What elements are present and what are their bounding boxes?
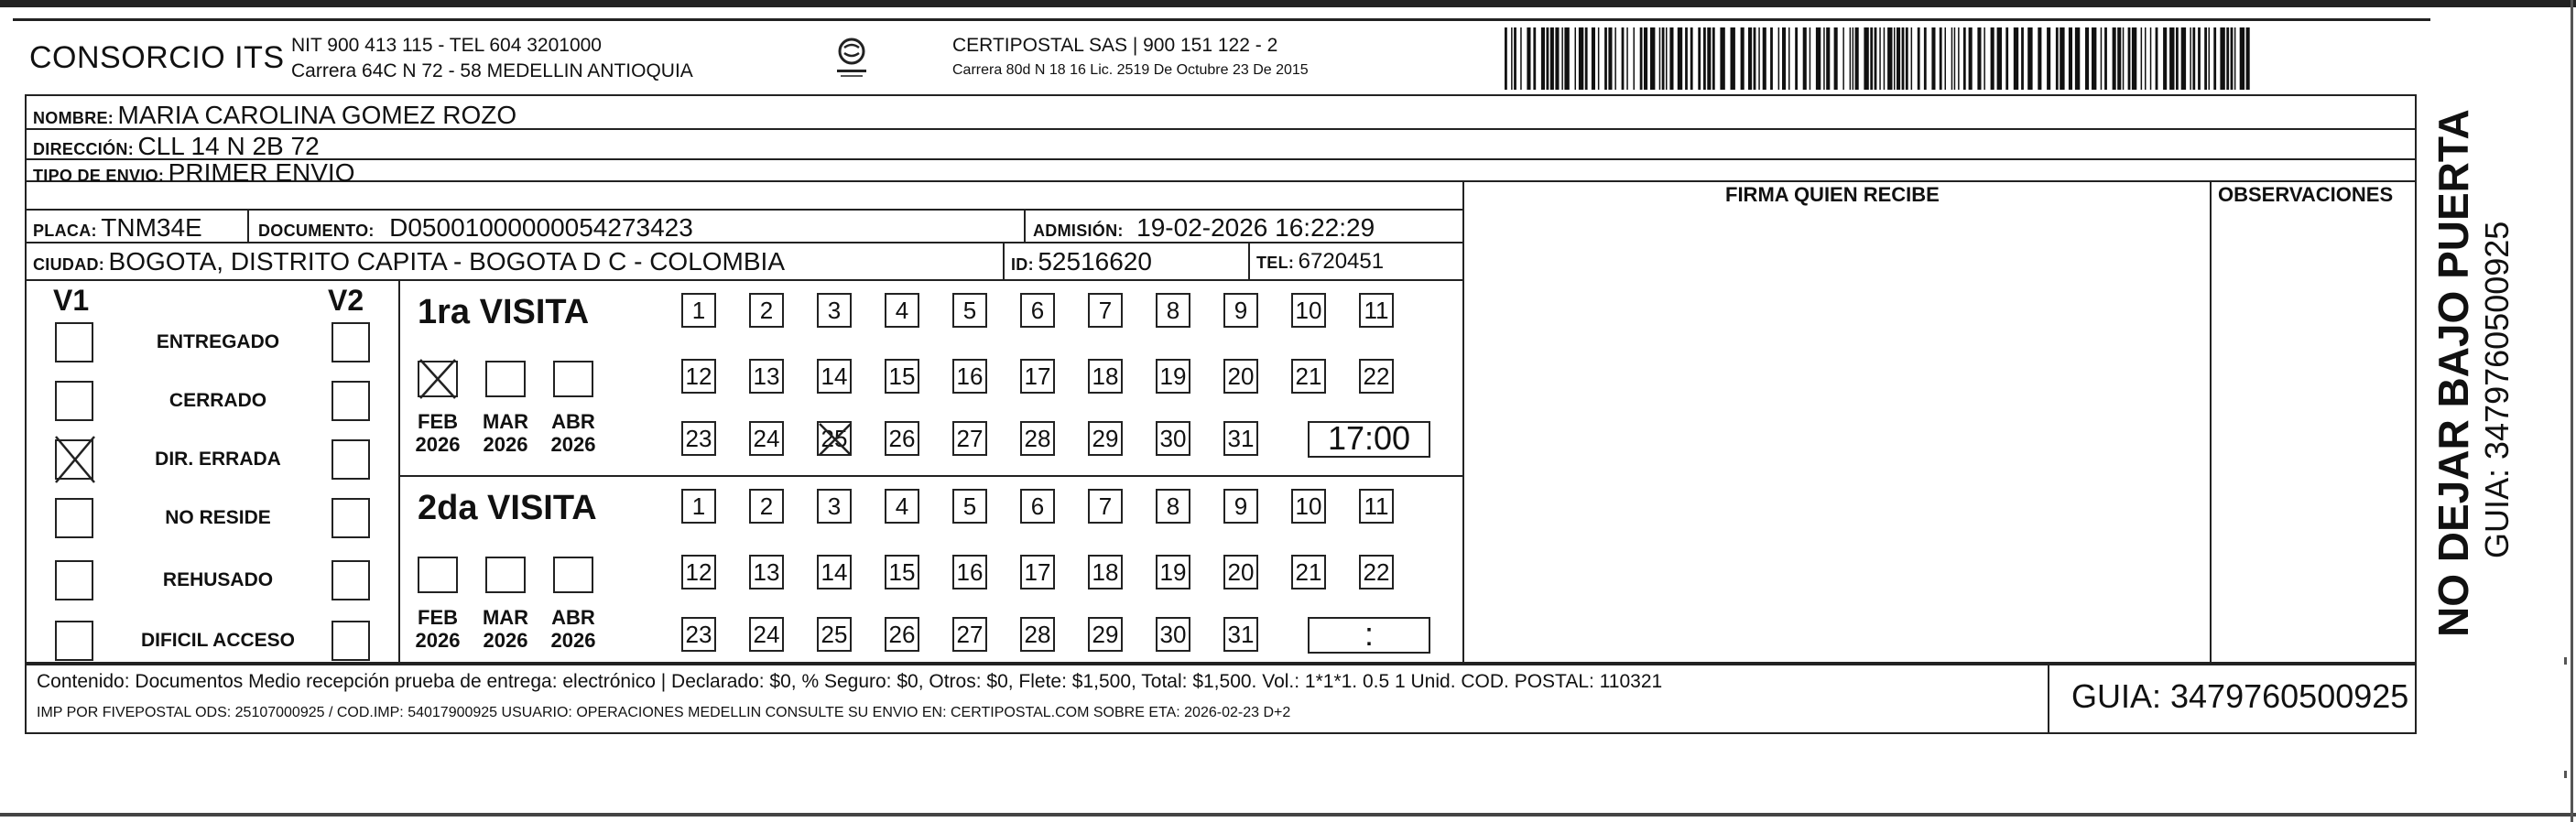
admision-value: 19-02-2026 16:22:29 (1136, 213, 1375, 242)
day-box[interactable]: 30 (1156, 421, 1190, 456)
day-box[interactable]: 12 (681, 555, 716, 589)
barcode-bar (2027, 27, 2032, 90)
footer-left-rule (25, 664, 27, 732)
barcode-bar (1770, 27, 1773, 90)
day-box[interactable]: 21 (1291, 555, 1326, 589)
barcode-bar (1527, 27, 1530, 90)
barcode-bar (1644, 27, 1647, 90)
day-box[interactable]: 7 (1088, 489, 1123, 524)
day-box[interactable]: 24 (749, 421, 784, 456)
day-box[interactable]: 17 (1020, 555, 1055, 589)
barcode-bar (1902, 27, 1905, 90)
barcode-bar (1951, 27, 1953, 90)
nombre-value: MARIA CAROLINA GOMEZ ROZO (117, 101, 517, 129)
sender-info (291, 33, 693, 84)
barcode-bar (1533, 27, 1536, 90)
v1-checkbox[interactable] (55, 560, 93, 600)
barcode-bar (2060, 27, 2064, 90)
status-reason-label: ENTREGADO (156, 331, 280, 352)
day-box[interactable]: 31 (1223, 617, 1258, 652)
day-box[interactable]: 22 (1359, 555, 1394, 589)
row-rule (25, 279, 1462, 281)
day-box[interactable]: 25 (817, 617, 852, 652)
barcode-bar (1511, 27, 1513, 90)
barcode-bar (1626, 27, 1628, 90)
day-box[interactable]: 29 (1088, 617, 1123, 652)
footer-right-rule (2415, 664, 2417, 732)
barcode-bar (2163, 27, 2167, 90)
day-box[interactable]: 23 (681, 617, 716, 652)
month-name: FEB (418, 410, 458, 433)
barcode-bar (1604, 27, 1607, 90)
observaciones-header: OBSERVACIONES (2218, 183, 2394, 206)
tipo-envio-value: PRIMER ENVIO (168, 158, 355, 187)
barcode-bar (2075, 27, 2080, 90)
barcode-bar (1634, 27, 1636, 90)
barcode-bar (1810, 27, 1811, 90)
day-box[interactable]: 18 (1088, 555, 1123, 589)
day-box[interactable]: 6 (1020, 489, 1055, 524)
courier-line2: Carrera 80d N 18 16 Lic. 2519 De Octubre 23 De 2015 (952, 62, 1309, 78)
barcode-bar (1816, 27, 1821, 90)
barcode-bar (2156, 27, 2158, 90)
status-reason-label: DIR. ERRADA (155, 449, 281, 470)
footer-guia: GUIA: 3479760500925 (2071, 677, 2409, 715)
barcode-bar (1853, 27, 1854, 90)
barcode-bar (2141, 27, 2143, 90)
status-reason-label: NO RESIDE (165, 507, 271, 528)
month-label (410, 410, 465, 456)
month-name: ABR (551, 410, 595, 433)
day-box[interactable]: 31 (1223, 421, 1258, 456)
barcode-bar (1712, 27, 1715, 90)
sender-line2: Carrera 64C N 72 - 58 MEDELLIN ANTIOQUIA (291, 60, 693, 81)
day-box[interactable]: 30 (1156, 617, 1190, 652)
barcode-bar (1707, 27, 1711, 90)
barcode-bar (1803, 27, 1807, 90)
barcode-bar (1931, 27, 1935, 90)
barcode-bar (1608, 27, 1612, 90)
month-label (410, 606, 465, 652)
barcode-bar (1666, 27, 1668, 90)
day-box[interactable]: 18 (1088, 359, 1123, 394)
barcode-bar (2145, 27, 2147, 90)
placa-field: PLACA: TNM34E (33, 213, 202, 242)
barcode-bar (2209, 27, 2211, 90)
barcode-bar (1984, 27, 1985, 90)
barcode-bar (2198, 27, 2201, 90)
firma-header: FIRMA QUIEN RECIBE (1725, 183, 1940, 206)
barcode-bar (2123, 27, 2125, 90)
row-rule (25, 180, 2417, 182)
barcode-bar (2226, 27, 2229, 90)
day-box[interactable]: 16 (952, 555, 987, 589)
barcode-bar (1598, 27, 1600, 90)
day-box[interactable]: 1 (681, 293, 716, 328)
month-label (478, 606, 533, 652)
barcode-bar (1963, 27, 1966, 90)
v2-checkbox[interactable] (332, 439, 370, 480)
barcode-bar (1585, 27, 1588, 90)
day-box[interactable]: 21 (1291, 359, 1326, 394)
barcode-bar (1834, 27, 1838, 90)
barcode-bar (1575, 27, 1577, 90)
visit-title: 2da VISITA (418, 489, 597, 527)
v2-checkbox[interactable] (332, 560, 370, 600)
barcode-bar (1875, 27, 1877, 90)
day-box[interactable]: 26 (885, 617, 919, 652)
day-box[interactable]: 23 (681, 421, 716, 456)
barcode-bar (2014, 27, 2018, 90)
day-box[interactable]: 13 (749, 359, 784, 394)
barcode-bar (2240, 27, 2244, 90)
ciudad-value: BOGOTA, DISTRITO CAPITA - BOGOTA D C - COLOMBIA (108, 247, 786, 276)
footer-impresion: IMP POR FIVEPOSTAL ODS: 25107000925 / COD.IMP: 54017900925 USUARIO: OPERACIONES MEDELLIN CONSULTE SU ENVIO EN: CERTIPOSTAL.COM SOBRE ETA: 2026-02-23 D+2 (37, 705, 1291, 720)
barcode-bar (1754, 27, 1756, 90)
barcode-bar (2231, 27, 2234, 90)
month-checkbox[interactable] (485, 557, 526, 593)
day-box[interactable]: 13 (749, 555, 784, 589)
month-year: 2026 (550, 433, 596, 456)
v2-checkbox[interactable] (332, 498, 370, 538)
barcode-bar (1778, 27, 1780, 90)
barcode-bar (1678, 27, 1682, 90)
v2-checkbox[interactable] (332, 322, 370, 362)
barcode-bar (1505, 27, 1507, 90)
barcode-bar (1850, 27, 1852, 90)
barcode-bar (2104, 27, 2107, 90)
barcode-bar (2234, 27, 2236, 90)
row-rule (25, 158, 2417, 160)
observaciones-column-rule (2210, 180, 2212, 664)
barcode-bar (2220, 27, 2224, 90)
month-checkbox[interactable] (418, 557, 458, 593)
barcode-bar (1685, 27, 1688, 90)
barcode-bar (2132, 27, 2136, 90)
barcode-bar (1918, 27, 1920, 90)
month-name: MAR (482, 410, 529, 433)
day-box[interactable]: 27 (952, 617, 987, 652)
barcode-bar (1842, 27, 1844, 90)
id-field: ID: 52516620 (1011, 247, 1152, 276)
day-box[interactable]: 10 (1291, 293, 1326, 328)
top-edge-bar (0, 0, 2576, 7)
tipo-envio-field: TIPO DE ENVIO: PRIMER ENVIO (33, 158, 355, 187)
day-box[interactable]: 16 (952, 359, 987, 394)
barcode-bar (1977, 27, 1981, 90)
barcode-bar (1870, 27, 1873, 90)
barcode-bar (1887, 27, 1892, 90)
month-name: ABR (551, 606, 595, 629)
month-checkbox[interactable] (418, 361, 458, 397)
row-rule (25, 242, 1462, 243)
day-box[interactable]: 20 (1223, 555, 1258, 589)
day-box[interactable]: 14 (817, 359, 852, 394)
footer-rule (25, 664, 2417, 665)
day-box[interactable]: 8 (1156, 293, 1190, 328)
status-reason-label: REHUSADO (162, 569, 274, 590)
barcode-bar (2101, 27, 2103, 90)
barcode-bar (2085, 27, 2089, 90)
day-box[interactable]: 10 (1291, 489, 1326, 524)
day-box[interactable]: 9 (1223, 489, 1258, 524)
barcode-bar (1520, 27, 1522, 90)
courier-info (952, 33, 1309, 82)
footer-contenido: Contenido: Documentos Medio recepción prueba de entrega: electrónico | Declarado: $0, % Seguro: $0, Otros: $0, Flete: $1,500, Total: $1,500. Vol.: 1*1*1. 0.5 1 Unid. COD. POSTAL: 110321 (37, 671, 1663, 692)
day-box[interactable]: 29 (1088, 421, 1123, 456)
barcode-bar (1855, 27, 1859, 90)
day-box[interactable]: 28 (1020, 421, 1055, 456)
day-box[interactable]: 3 (817, 293, 852, 328)
barcode-bar (1906, 27, 1908, 90)
barcode-bar (1897, 27, 1900, 90)
barcode-bar (1884, 27, 1886, 90)
day-box[interactable]: 19 (1156, 359, 1190, 394)
day-box[interactable]: 12 (681, 359, 716, 394)
barcode-bar (2005, 27, 2008, 90)
tel-field: TEL: 6720451 (1256, 249, 1385, 274)
sender-company: CONSORCIO ITS (29, 40, 285, 75)
month-year: 2026 (415, 433, 461, 456)
v1-checkbox[interactable] (55, 381, 93, 421)
day-box[interactable]: 1 (681, 489, 716, 524)
day-box[interactable]: 27 (952, 421, 987, 456)
barcode-bar (1758, 27, 1760, 90)
hour-box[interactable]: 17:00 (1308, 421, 1430, 458)
barcode-bar (2092, 27, 2096, 90)
documento-value: D05001000000054273423 (389, 213, 693, 242)
visit-divider (398, 475, 1462, 477)
row-rule (25, 209, 1462, 211)
bottom-edge-bar (0, 813, 2576, 817)
placa-value: TNM34E (101, 213, 202, 242)
day-box[interactable]: 28 (1020, 617, 1055, 652)
barcode-bar (1550, 27, 1554, 90)
barcode-bar (1924, 27, 1927, 90)
day-box[interactable]: 25 (817, 421, 852, 456)
barcode-bar (2204, 27, 2207, 90)
direccion-value: CLL 14 N 2B 72 (137, 132, 320, 160)
ciudad-field: CIUDAD: BOGOTA, DISTRITO CAPITA - BOGOTA D C - COLOMBIA (33, 247, 786, 276)
month-year: 2026 (415, 629, 461, 652)
status-reason-label: DIFICIL ACCESO (140, 630, 295, 651)
day-box[interactable]: 19 (1156, 555, 1190, 589)
month-year: 2026 (550, 629, 596, 652)
barcode-bar (1703, 27, 1706, 90)
day-box[interactable]: 17 (1020, 359, 1055, 394)
barcode-bar (2117, 27, 2121, 90)
barcode-bar (1795, 27, 1798, 90)
barcode-bar (1622, 27, 1625, 90)
barcode-bar (1547, 27, 1549, 90)
barcode-bar (2213, 27, 2216, 90)
barcode-bar (1763, 27, 1766, 90)
month-checkbox[interactable] (553, 361, 593, 397)
side-notice: NO DEJAR BAJO PUERTA (2429, 109, 2477, 637)
courier-line1: CERTIPOSTAL SAS | 900 151 122 - 2 (952, 35, 1278, 56)
barcode-bar (1720, 27, 1724, 90)
barcode-bar (2069, 27, 2072, 90)
barcode-bar (1864, 27, 1868, 90)
sender-line1: NIT 900 413 115 - TEL 604 3201000 (291, 35, 602, 56)
day-box[interactable]: 5 (952, 293, 987, 328)
barcode-bar (1650, 27, 1655, 90)
documento-field: DOCUMENTO: D05001000000054273423 (258, 213, 693, 242)
barcode-bar (1782, 27, 1786, 90)
barcode-bar (1911, 27, 1913, 90)
barcode-bar (1555, 27, 1559, 90)
day-box[interactable]: 14 (817, 555, 852, 589)
barcode-bar (2246, 27, 2250, 90)
barcode-bar (2056, 27, 2059, 90)
month-label (546, 410, 601, 456)
barcode-bar (1940, 27, 1942, 90)
footer-bottom-rule (25, 732, 2417, 734)
hour-box[interactable]: : (1308, 617, 1430, 654)
v2-checkbox[interactable] (332, 381, 370, 421)
barcode-bar (2190, 27, 2191, 90)
barcode-bar (2021, 27, 2024, 90)
tel-value: 6720451 (1298, 249, 1385, 274)
status-reason-label: CERRADO (168, 390, 267, 411)
v2-header: V2 (328, 284, 364, 317)
day-box[interactable]: 8 (1156, 489, 1190, 524)
day-box[interactable]: 9 (1223, 293, 1258, 328)
day-box[interactable]: 11 (1359, 293, 1394, 328)
barcode-bar (1564, 27, 1569, 90)
v1-checkbox[interactable] (55, 322, 93, 362)
day-box[interactable]: 3 (817, 489, 852, 524)
day-box[interactable]: 22 (1359, 359, 1394, 394)
cell-rule (1024, 209, 1026, 242)
v2-checkbox[interactable] (332, 621, 370, 661)
v1-checkbox[interactable] (55, 439, 93, 480)
day-box[interactable]: 11 (1359, 489, 1394, 524)
barcode-bar (1991, 27, 1994, 90)
month-label (478, 410, 533, 456)
day-box[interactable]: 4 (885, 293, 919, 328)
barcode-bar (2169, 27, 2174, 90)
month-checkbox[interactable] (485, 361, 526, 397)
v1-checkbox[interactable] (55, 621, 93, 661)
barcode-bar (1894, 27, 1896, 90)
barcode-bar (1997, 27, 2002, 90)
barcode-bar (2192, 27, 2195, 90)
month-year: 2026 (483, 629, 528, 652)
barcode-bar (1514, 27, 1516, 90)
barcode-bar (1748, 27, 1752, 90)
barcode-bar (1690, 27, 1693, 90)
v1-header: V1 (53, 284, 90, 317)
barcode-bar (1879, 27, 1881, 90)
admision-field: ADMISIÓN: 19-02-2026 16:22:29 (1033, 213, 1375, 242)
barcode-bar (1954, 27, 1956, 90)
nombre-field: NOMBRE: MARIA CAROLINA GOMEZ ROZO (33, 101, 517, 129)
barcode-bar (1731, 27, 1735, 90)
barcode-bar (1669, 27, 1673, 90)
status-column-rule (398, 279, 400, 664)
day-box[interactable]: 2 (749, 489, 784, 524)
month-name: FEB (418, 606, 458, 629)
barcode-bar (2038, 27, 2041, 90)
barcode-bar (1945, 27, 1947, 90)
barcode-bar (1698, 27, 1701, 90)
side-guia: GUIA: 3479760500925 (2478, 221, 2516, 558)
barcode-bar (1659, 27, 1661, 90)
barcode-bar (2181, 27, 2186, 90)
day-box[interactable]: 5 (952, 489, 987, 524)
month-label (546, 606, 601, 652)
barcode-bar (1662, 27, 1665, 90)
barcode-bar (1788, 27, 1790, 90)
footer-cell-rule (2048, 664, 2049, 732)
barcode-bar (1741, 27, 1745, 90)
barcode-bar (1592, 27, 1595, 90)
day-box[interactable]: 2 (749, 293, 784, 328)
barcode-bar (2047, 27, 2050, 90)
barcode-bar (1640, 27, 1643, 90)
right-edge-line (2571, 0, 2573, 822)
barcode-bar (1826, 27, 1830, 90)
barcode-bar (1958, 27, 1960, 90)
barcode-bar (1541, 27, 1545, 90)
day-box[interactable]: 15 (885, 359, 919, 394)
month-checkbox[interactable] (553, 557, 593, 593)
day-box[interactable]: 6 (1020, 293, 1055, 328)
day-box[interactable]: 4 (885, 489, 919, 524)
barcode-bar (2113, 27, 2116, 90)
barcode-bar (1614, 27, 1616, 90)
month-name: MAR (482, 606, 529, 629)
visit-title: 1ra VISITA (418, 293, 590, 331)
certipostal-logo (824, 31, 879, 86)
firma-column-rule (1462, 180, 1464, 664)
id-value: 52516620 (1038, 247, 1152, 276)
day-box[interactable]: 26 (885, 421, 919, 456)
header-top-rule (13, 18, 2430, 21)
barcode-bar (1823, 27, 1825, 90)
barcode (1505, 27, 2251, 90)
barcode-bar (1969, 27, 1973, 90)
barcode-bar (1561, 27, 1563, 90)
barcode-bar (2150, 27, 2152, 90)
edge-tick (2564, 657, 2567, 665)
day-box[interactable]: 20 (1223, 359, 1258, 394)
cell-rule (1003, 242, 1005, 279)
month-year: 2026 (483, 433, 528, 456)
day-box[interactable]: 24 (749, 617, 784, 652)
edge-tick (2564, 771, 2567, 778)
barcode-bar (1579, 27, 1583, 90)
cell-rule (1248, 242, 1250, 279)
barcode-bar (2176, 27, 2179, 90)
cell-rule (247, 209, 249, 242)
direccion-field: DIRECCIÓN: CLL 14 N 2B 72 (33, 132, 320, 160)
day-box[interactable]: 15 (885, 555, 919, 589)
v1-checkbox[interactable] (55, 498, 93, 538)
barcode-bar (2128, 27, 2131, 90)
day-box[interactable]: 7 (1088, 293, 1123, 328)
